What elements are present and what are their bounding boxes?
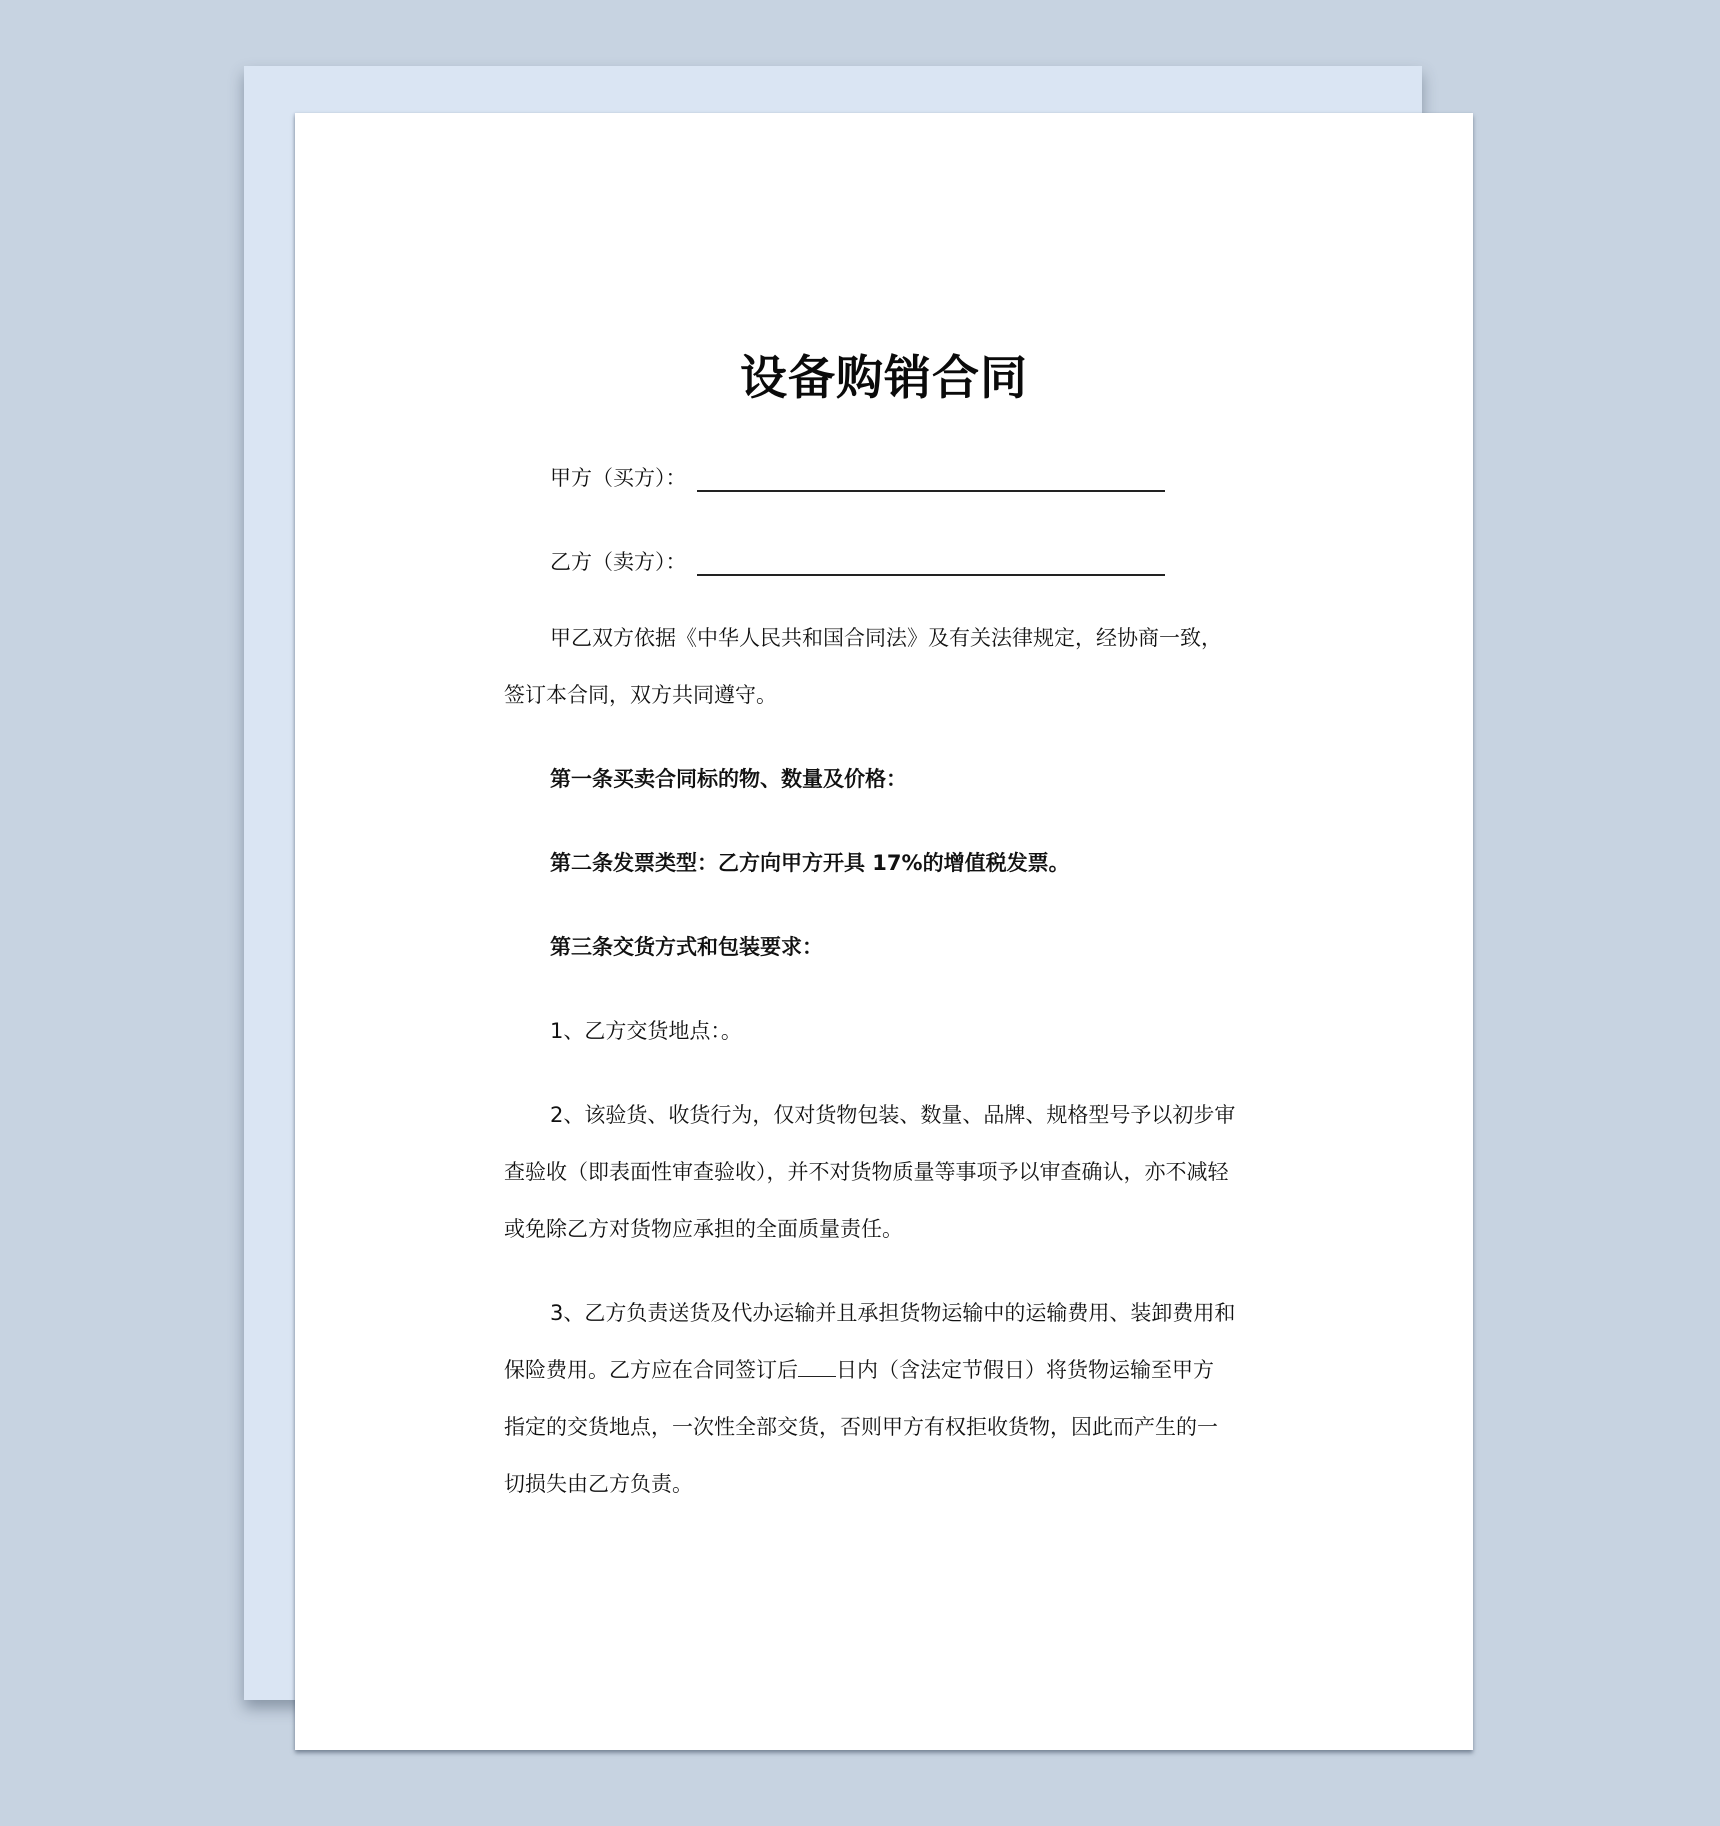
clause-3-line-3: 指定的交货地点，一次性全部交货，否则甲方有权拒收货物，因此而产生的一 bbox=[504, 1415, 1218, 1439]
clause-3-line-1: 3、乙方负责送货及代办运输并且承担货物运输中的运输费用、装卸费用和 bbox=[550, 1301, 1236, 1325]
party-a-blank-line[interactable] bbox=[697, 468, 1165, 492]
article-2-heading: 第二条发票类型：乙方向甲方开具 17%的增值税发票。 bbox=[550, 851, 1070, 875]
document-title: 设备购销合同 bbox=[740, 351, 1028, 406]
party-a-field bbox=[550, 464, 1165, 492]
clause-2-line-1: 2、该验货、收货行为，仅对货物包装、数量、品牌、规格型号予以初步审 bbox=[550, 1103, 1236, 1127]
clause-3-line-4: 切损失由乙方负责。 bbox=[504, 1472, 693, 1496]
document-page bbox=[295, 113, 1473, 1750]
party-b-field bbox=[550, 548, 1165, 576]
clause-1: 1、乙方交货地点：。 bbox=[550, 1019, 742, 1043]
intro-line-2: 签订本合同，双方共同遵守。 bbox=[504, 683, 777, 707]
clause-3-line-2 bbox=[504, 1356, 1214, 1384]
intro-line-1: 甲乙双方依据《中华人民共和国合同法》及有关法律规定，经协商一致， bbox=[550, 626, 1222, 650]
clause-3-line-2-before: 保险费用。乙方应在合同签订后 bbox=[504, 1358, 798, 1382]
party-b-blank-line[interactable] bbox=[697, 552, 1165, 576]
party-a-label: 甲方（买方）： bbox=[550, 466, 687, 490]
clause-3-line-2-after: 日内（含法定节假日）将货物运输至甲方 bbox=[836, 1358, 1214, 1382]
delivery-days-blank[interactable] bbox=[798, 1356, 836, 1377]
clause-2-line-3: 或免除乙方对货物应承担的全面质量责任。 bbox=[504, 1217, 903, 1241]
article-1-heading: 第一条买卖合同标的物、数量及价格： bbox=[550, 767, 907, 791]
article-3-heading: 第三条交货方式和包装要求： bbox=[550, 935, 823, 959]
clause-2-line-2: 查验收（即表面性审查验收），并不对货物质量等事项予以审查确认，亦不减轻 bbox=[504, 1160, 1229, 1184]
party-b-label: 乙方（卖方）： bbox=[550, 550, 687, 574]
